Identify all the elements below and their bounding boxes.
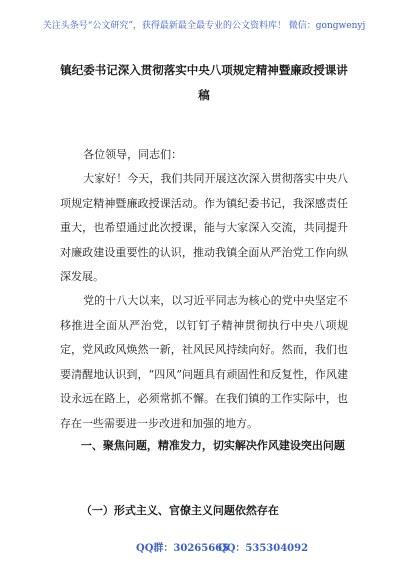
paragraph-1: 大家好！今天，我们共同开展这次深入贯彻落实中央八项规定精神暨廉政授课活动。作为镇纪委书记，我深感责任重大，也希望通过此次授课，能与大家深入交流，共同提升对廉政建设重要性的认识，推动我镇全面从严治党工作向纵深发展。 (60, 172, 348, 283)
header-note: 关注头条号“公文研究”，获得最新最全最专业的公文资料库！ 微信：gongwenyj (42, 21, 366, 31)
footer-qq: QQ：535304092 (218, 543, 309, 554)
document-title: 镇纪委书记深入贯彻落实中央八项规定精神暨廉政授课讲稿 (60, 63, 348, 102)
greeting: 各位领导，同志们： (83, 148, 183, 161)
footer-qq-group: QQ群：30265665 (136, 543, 230, 554)
section-heading: 一、聚焦问题，精准发力，切实解决作风建设突出问题 (80, 439, 345, 452)
paragraph-2: 党的十八大以来，以习近平同志为核心的党中央坚定不移推进全面从严治党，以钉钉子精神贯彻执行中央八项规定，党风政风焕然一新，社风民风持续向好。然而，我们也要清醒地认识到，“四风”问题具有顽固性和反复性，作风建设永远在路上，必须常抓不懈。在我们镇的工作实际中，也存在一些需要进一步改进和加强的地方。 (60, 294, 348, 430)
subsection-heading: （一）形式主义、官僚主义问题依然存在 (80, 504, 279, 517)
